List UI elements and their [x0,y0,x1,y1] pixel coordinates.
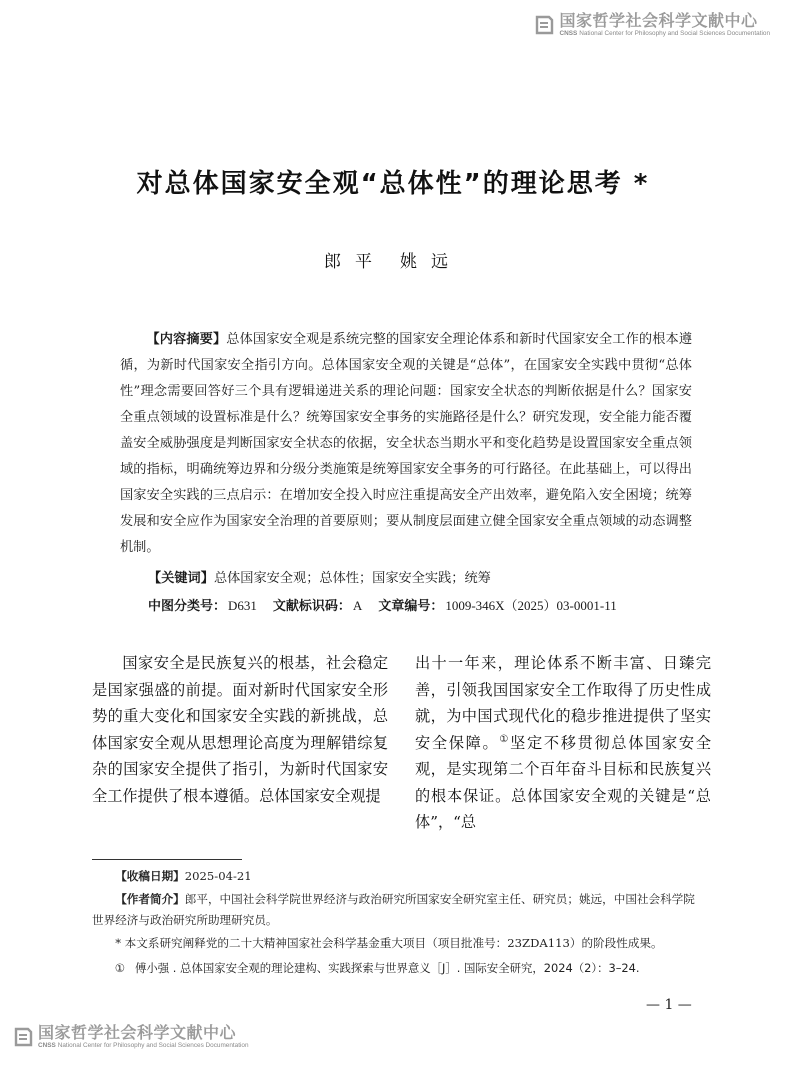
footer-logo [12,1024,249,1050]
received-date-note [92,866,704,887]
logo-mark-icon [12,1026,34,1048]
funding-text: * 本文系研究阐释党的二十大精神国家社会科学基金重大项目（项目批准号：23ZDA113）的阶段性成果。 [115,936,663,950]
doc-code-label: 文献标识码： [272,599,351,614]
abstract-label: 【内容摘要】 [146,332,227,347]
header-logo-cn: 国家哲学社会科学文献中心 [559,11,758,30]
clc-label: 中图分类号： [148,599,227,614]
author-note-text: 郎平，中国社会科学院世界经济与政治研究所国家安全研究室主任、研究员；姚远，中国社会科学院世界经济与政治研究所助理研究员。 [92,892,695,927]
reference-text: 傅小强 . 总体国家安全观的理论建构、实践探索与世界意义［J］. 国际安全研究，2024（2）：3–24. [135,961,640,975]
author-2: 姚远 [400,252,462,272]
author-note [92,889,704,931]
article-no-label: 文章编号： [378,599,444,614]
received-date: 2025-04-21 [184,869,252,883]
body-text-right-b: 坚定不移贯彻总体国家安全观，是实现第二个百年奋斗目标和民族复兴的根本保证。总体国家安全观的关键是“总体”，“总 [415,733,712,831]
footer-logo-cn: 国家哲学社会科学文献中心 [38,1023,237,1042]
funding-note [92,933,704,954]
footer-logo-en: National Center for Philosophy and Social Sciences Documentation [57,1042,249,1049]
authors [0,247,786,272]
footer-logo-abbr: CNSS [38,1042,56,1049]
reference-footnote [92,958,704,979]
author-note-label: 【作者简介】 [115,892,185,906]
logo-mark-icon [533,14,555,36]
clc-value: D631 [228,598,257,613]
footnote-divider [92,859,242,860]
abstract-text: 总体国家安全观是系统完整的国家安全理论体系和新时代国家安全工作的根本遵循，为新时代国家安全指引方向。总体国家安全观的关键是“总体”，在国家安全实践中贯彻“总体性”理念需要回答好三个具有逻辑递进关系的理论问题：国家安全状态的判断依据是什么？国家安全重点领域的设置标准是什么？统筹国家安全事务的实施路径是什么？研究发现，安全能力能否覆盖安全威胁强度是判断国家安全状态的依据，安全状态当期水平和变化趋势是设置国家安全重点领域的指标，明确统筹边界和分级分类施策是统筹国家安全事务的可行路径。在此基础上，可以得出国家安全实践的三点启示：在增加安全投入时应注重提高安全产出效率，避免陷入安全困境；统筹发展和安全应作为国家安全治理的首要原则；要从制度层面建立健全国家安全重点领域的动态调整机制。 [120,332,693,555]
keywords-text: 总体国家安全观；总体性；国家安全实践；统筹 [213,571,491,586]
header-logo-en: National Center for Philosophy and Social Sciences Documentation [579,30,770,37]
article-no-value: 1009-346X（2025）03-0001-11 [445,598,617,613]
abstract [120,327,692,561]
keywords [148,569,491,589]
header-logo-abbr: CNSS [559,30,578,37]
classification-line [148,596,633,617]
article-title: 对总体国家安全观“总体性”的理论思考 * [136,169,650,199]
body-text-right-a: 出十一年来，理论体系不断丰富、日臻完善，引领我国国家安全工作取得了历史性成就，为中国式现代化的稳步推进提供了坚实安全保障。 [415,654,711,752]
keywords-label: 【关键词】 [148,571,214,586]
received-label: 【收稿日期】 [115,869,185,883]
doc-code-value: A [352,598,363,613]
body-column-right [415,650,711,836]
header-logo [533,12,770,38]
footnote-ref-1[interactable]: ① [499,733,511,745]
body-column-left [92,650,388,809]
page-number: — 1 — [646,997,692,1013]
reference-mark: ① [114,961,126,975]
author-1: 郎平 [324,252,386,272]
body-paragraph: 国家安全是民族复兴的根基，社会稳定是国家强盛的前提。面对新时代国家安全形势的重大变化和国家安全实践的新挑战，总体国家安全观从思想理论高度为理解错综复杂的国家安全提供了指引，为新时代国家安全工作提供了根本遵循。总体国家安全观提 [92,654,388,805]
